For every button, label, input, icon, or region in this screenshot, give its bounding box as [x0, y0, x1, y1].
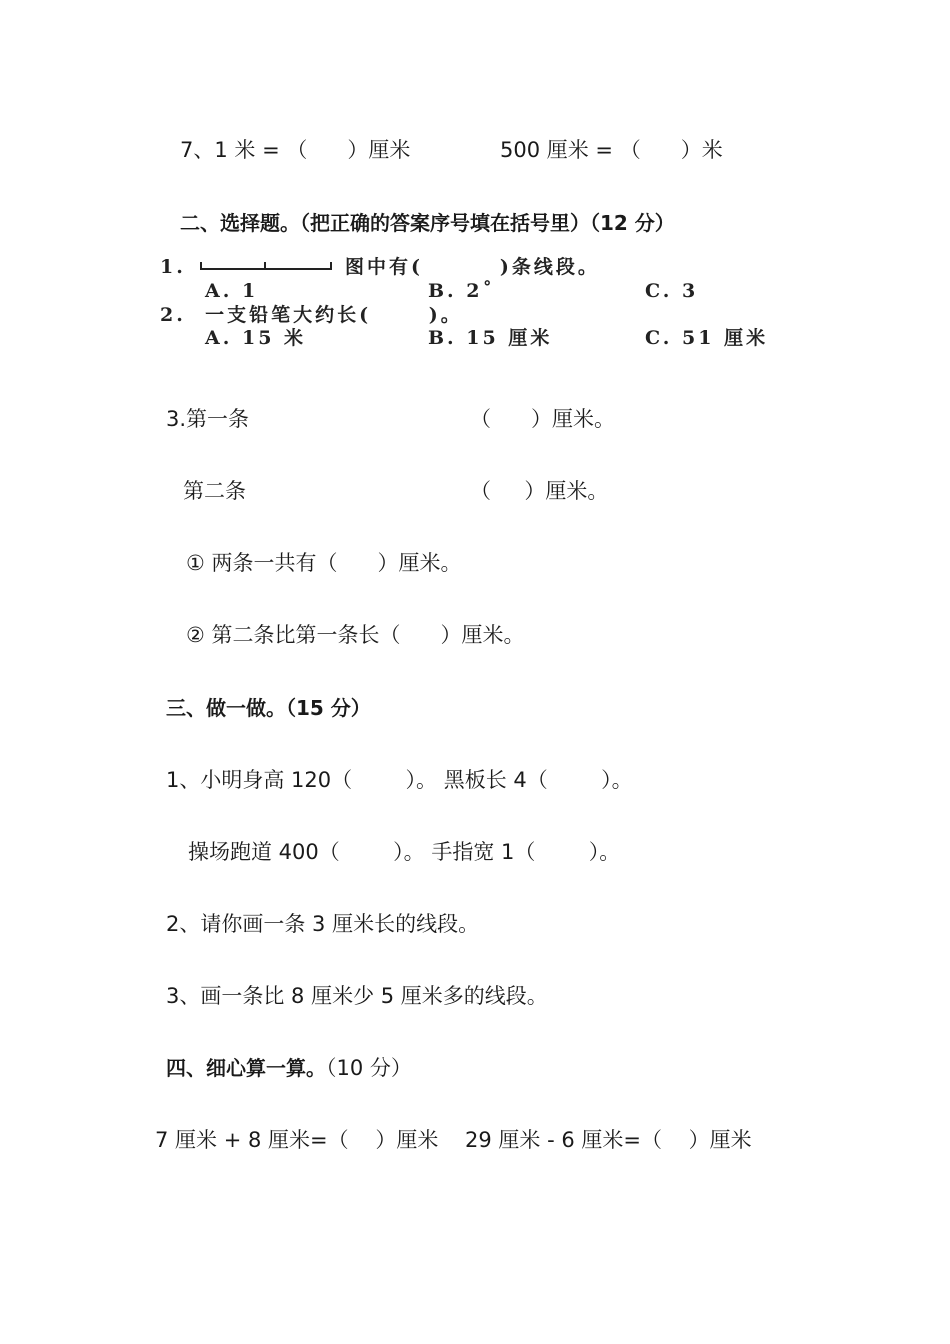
s3-q1-line-1: 1、小明身高 120（ ）。 黑板长 4（ ）。	[166, 768, 633, 792]
s3-q3: 3、画一条比 8 厘米少 5 厘米多的线段。	[166, 984, 548, 1008]
section-4-score: （10 分）	[326, 1056, 412, 1080]
scan-q2-option-a: A. 15 米	[205, 327, 307, 349]
section-4-title	[166, 1054, 412, 1082]
q3-first-answer: （ ）厘米。	[470, 407, 616, 431]
s3-q1-line-2: 操场跑道 400（ ）。 手指宽 1（ ）。	[188, 840, 621, 864]
s3-q2: 2、请你画一条 3 厘米长的线段。	[166, 912, 480, 936]
q3-second-answer: （ ）厘米。	[470, 479, 609, 503]
scan-q2-option-b: B. 15 厘米	[428, 327, 553, 349]
q3-second-label: 第二条	[183, 479, 246, 503]
scan-q2-text: 2. 一支铅笔大约长( )。	[160, 304, 463, 326]
scan-q1-number: 1.	[160, 256, 186, 278]
q3-sub-1: ① 两条一共有（ ）厘米。	[186, 551, 462, 575]
q3-first-label: 3.第一条	[166, 407, 250, 431]
scan-q1-option-c: C. 3	[645, 280, 699, 302]
section-2-title: 二、选择题。（把正确的答案序号填在括号里）（12 分）	[180, 211, 675, 235]
section-4-title-main: 四、细心算一算。	[166, 1056, 326, 1080]
line-segment-figure	[200, 258, 332, 270]
scan-q1-option-a: A. 1	[205, 280, 259, 302]
scan-q1-text: 图中有( )条线段。	[345, 256, 600, 278]
scan-q1-option-b: B. 2˚	[428, 280, 496, 302]
q7-left: 7、1 米 = （ ）厘米	[180, 138, 411, 162]
section-3-title: 三、做一做。（15 分）	[166, 696, 371, 720]
q3-sub-2: ② 第二条比第一条长（ ）厘米。	[186, 623, 525, 647]
scan-q2-option-c: C. 51 厘米	[645, 327, 769, 349]
q7-right: 500 厘米 = （ ）米	[500, 138, 723, 162]
s4-calc-line: 7 厘米 + 8 厘米=（ ）厘米 29 厘米 - 6 厘米=（ ）厘米	[155, 1128, 752, 1152]
